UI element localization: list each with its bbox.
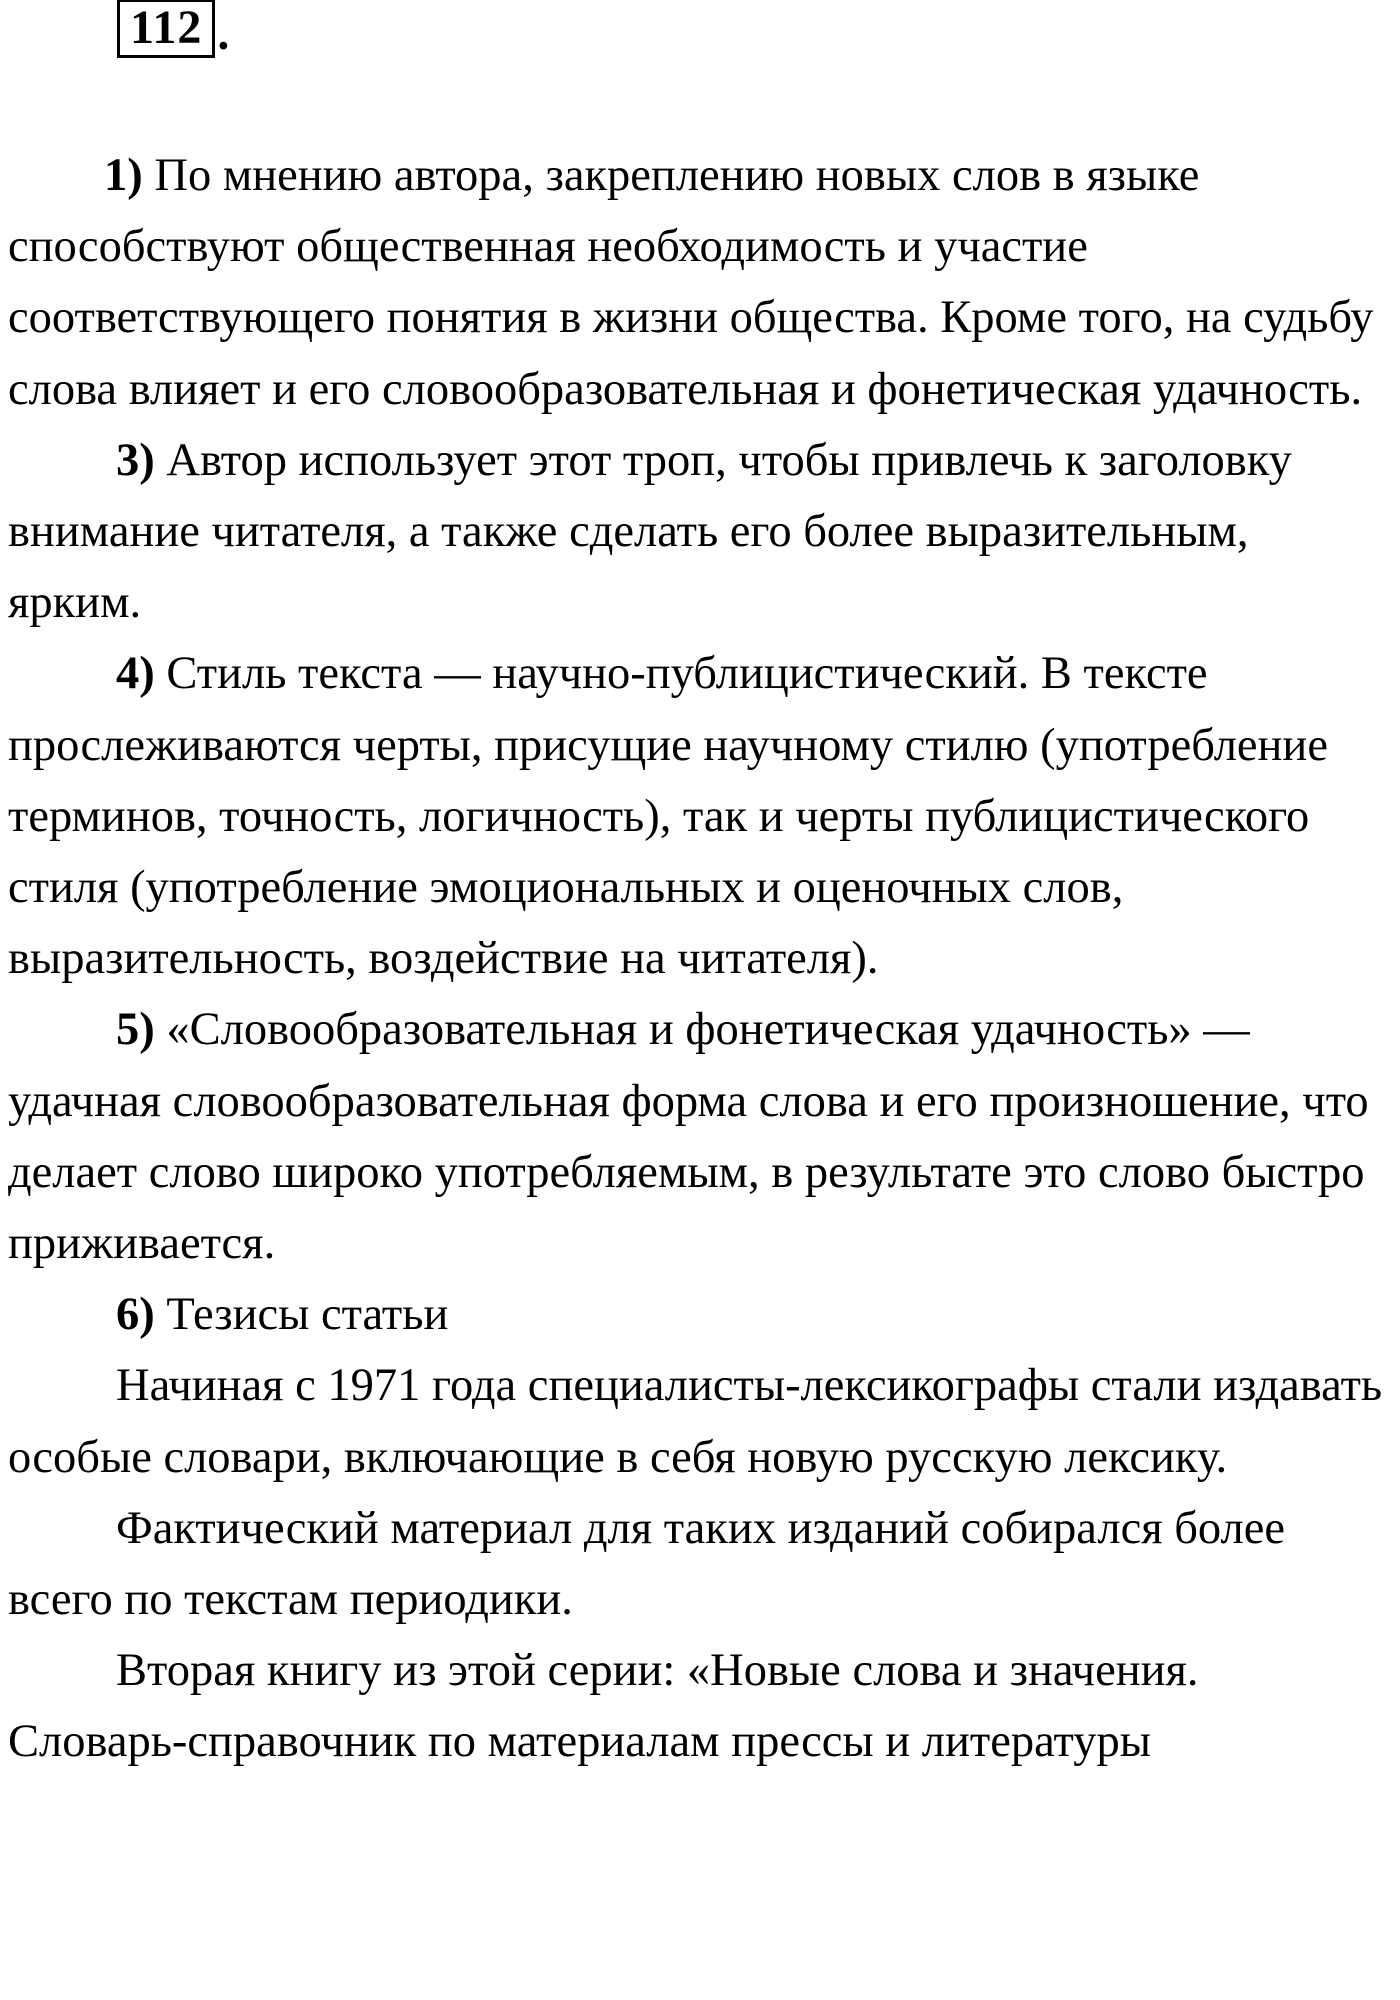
answer-paragraph-5 bbox=[8, 994, 1386, 1279]
answer-number: 4) bbox=[116, 648, 155, 700]
answer-text-body: Тезисы статьи bbox=[166, 1289, 449, 1341]
answer-paragraph-1 bbox=[8, 140, 1386, 425]
answer-text-body: «Словообразовательная и фонетическая удачность» — удачная словообразовательная форма слова и его произношение, что делает слово широко употребляемым, в результате это слово быстро приживается. bbox=[8, 1004, 1369, 1270]
answer-number: 1) bbox=[104, 150, 143, 201]
answer-paragraph-4 bbox=[8, 638, 1386, 994]
answer-text-body: Автор использует этот троп, чтобы привлечь к заголовку внимание читателя, а также сделать его более выразительным, ярким. bbox=[8, 434, 1292, 629]
answer-number: 5) bbox=[116, 1004, 155, 1056]
answer-paragraph-3 bbox=[8, 425, 1386, 639]
answer-number: 3) bbox=[116, 434, 155, 486]
task-number bbox=[117, 1, 230, 60]
thesis-paragraph: Начиная с 1971 года специалисты-лексикографы стали издавать особые словари, включающие в себя новую русскую лексику. bbox=[8, 1360, 1383, 1483]
answer-text-body: По мнению автора, закреплению новых слов в языке способствуют общественная необходимость и участие соответствующего понятия в жизни общества. Кроме того, на судьбу слова влияет и его словообразовательная и фонетическая удачность. bbox=[8, 150, 1374, 415]
task-number-dot: . bbox=[217, 7, 230, 60]
answer-text-body: Стиль текста — научно-публицистический. В тексте прослеживаются черты, присущие научному стилю (употребление терминов, точность, логичность), так и черты публицистического стиля (употребление эмоциональных и оценочных слов, выразительность, воздействие на читателя). bbox=[8, 648, 1328, 985]
thesis-paragraph: Фактический материал для таких изданий собирался более всего по текстам периодики. bbox=[8, 1502, 1285, 1626]
answer-text bbox=[8, 140, 1386, 1778]
thesis-paragraph: Вторая книгу из этой серии: «Новые слова и значения. Словарь-справочник по материалам прессы и литературы bbox=[8, 1645, 1199, 1768]
answer-paragraph-6 bbox=[8, 1279, 1386, 1350]
answer-number: 6) bbox=[116, 1289, 155, 1341]
task-number-box: 112 bbox=[117, 0, 215, 58]
